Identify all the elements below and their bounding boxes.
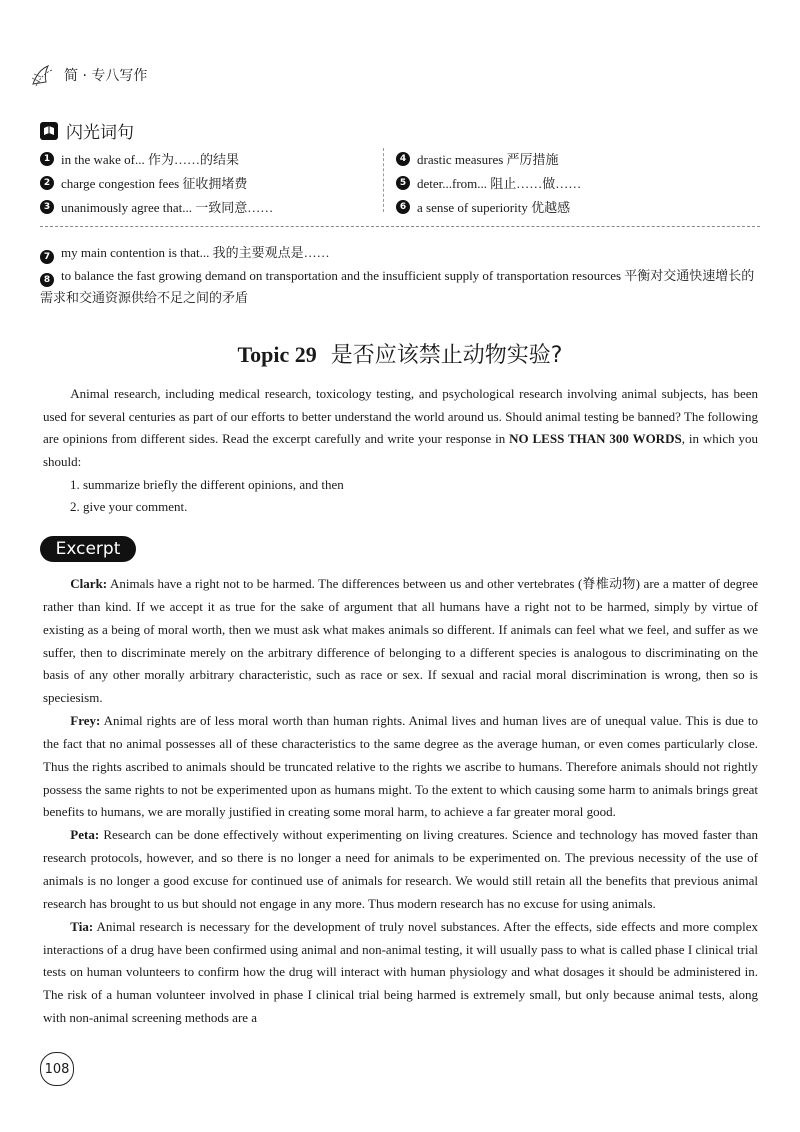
- item-number: 1: [40, 152, 54, 166]
- opinion-text: Animal rights are of less moral worth than human rights. Animal lives and human lives are of unequal value. This is due to the fact that no animal possesses all of these characteristics to the same degree as the average human, or even comes particularly close. Thus the rights ascribed to animals should be truncated relative to the rights we ascribe to humans. Therefore animals should not rightly possess the same rights to not be experimented upon as humans might. To the extent to which causing some harm to animals brings great benefits to humans, we are morally justified in creating some moral harm, to achieve a far greater moral good.: [43, 713, 758, 820]
- excerpt-paragraph: [43, 824, 758, 915]
- excerpt-badge: Excerpt: [40, 536, 136, 562]
- speaker-name: Tia:: [70, 918, 94, 934]
- column-divider: [383, 148, 384, 212]
- excerpt-paragraph: [43, 710, 758, 824]
- excerpt-paragraph: [43, 573, 758, 710]
- opinion-text: Research can be done effectively without experimenting on living creatures. Science and technology has moved faster than research protocols, however, and so there is no longer a need for animals to be experimented on. The previous necessity of the use of animals is no longer a good excuse for continued use of animals for research. We would still retain all the benefits that previous animal research has brought to us but should not engage in any more. Thus modern research has no excuse for using animals.: [43, 827, 758, 911]
- vocab-text: drastic measures 严厉措施: [417, 152, 559, 167]
- vocab-item-wide: [40, 265, 760, 309]
- section-divider: [40, 226, 760, 227]
- vocab-item: [40, 149, 370, 168]
- topic-heading: [0, 338, 800, 369]
- item-number: 2: [40, 176, 54, 190]
- prompt-step: 2. give your comment.: [70, 499, 188, 514]
- opinion-text: Animals have a right not to be harmed. The differences between us and other vertebrates (脊椎动物) are a matter of degree rather than kind. If we accept it as true for the sake of argument that all humans have a right not to be harmed, simply by virtue of existing as a being of moral worth, then we must ask what makes animals so different. If animals can feel what we feel, and suffer as we suffer, then to discriminate merely on the arbitrary difference of belonging to a different species is analogous to discriminating on the basis of any other morally arbitrary characteristic, such as race or sex. If sexual and racial moral discrimination is wrong, then so is speciesism.: [43, 576, 758, 706]
- prompt-text: Animal research, including medical research, toxicology testing, and psychological research involving animal subjects, has been used for several centuries as part of our efforts to better understand the world around us. Should animal testing be banned? The following are opinions from different sides. Read the excerpt carefully and write your response in: [43, 386, 758, 447]
- vocab-item: [396, 173, 736, 192]
- vocab-text: in the wake of... 作为……的结果: [61, 152, 240, 167]
- excerpt-paragraph: [43, 916, 758, 1030]
- item-number: 5: [396, 176, 410, 190]
- vocab-item: [396, 149, 736, 168]
- vocab-section-heading: [40, 118, 134, 143]
- speaker-name: Clark:: [70, 576, 108, 591]
- speaker-name: Peta:: [70, 827, 100, 843]
- word-count-requirement: NO LESS THAN 300 WORDS: [509, 431, 682, 447]
- item-number: 4: [396, 152, 410, 166]
- item-number: 8: [40, 273, 54, 287]
- prompt-steps: [70, 474, 344, 518]
- vocab-item: [396, 197, 736, 216]
- vocab-text: unanimously agree that... 一致同意……: [61, 200, 274, 215]
- item-number: 6: [396, 200, 410, 214]
- item-number: 7: [40, 250, 54, 264]
- vocab-text: my main contention is that... 我的主要观点是……: [61, 245, 330, 260]
- vocab-item-wide: [40, 242, 760, 264]
- topic-label: Topic 29: [237, 342, 317, 367]
- opinion-text: Animal research is necessary for the development of truly novel substances. After the effects, side effects and more complex interactions of a drug have been confirmed using animal and non-animal testing, it will usually pass to what is called phase I clinical trial tests on human volunteers to confirm how the drug will interact with human physiology and what dosages it should be administered in. The risk of a human volunteer involved in phase I clinical trial being harmed is extremely small, but only because animal tests, along with non-animal screening methods are a: [43, 918, 758, 1026]
- vocab-section-title: 闪光词句: [66, 123, 134, 143]
- book-logo-icon: [30, 62, 60, 88]
- vocab-text: to balance the fast growing demand on transportation and the insufficient supply of transportation resources 平衡对交通快速增长的需求和交通资源供给不足之间的矛盾: [40, 268, 755, 305]
- vocab-text: deter...from... 阻止……做……: [417, 176, 582, 191]
- speaker-name: Frey:: [70, 713, 101, 729]
- vocab-item: [40, 173, 370, 192]
- prompt-step: 1. summarize briefly the different opinions, and then: [70, 477, 344, 492]
- vocab-text: charge congestion fees 征收拥堵费: [61, 176, 248, 191]
- item-number: 3: [40, 200, 54, 214]
- running-header: [30, 62, 147, 88]
- prompt-paragraph: [43, 383, 758, 474]
- topic-question: 是否应该禁止动物实验?: [330, 343, 563, 368]
- page-number: 108: [40, 1052, 74, 1086]
- excerpt-body: [43, 573, 758, 1030]
- book-icon: [40, 122, 58, 140]
- vocab-item: [40, 197, 370, 216]
- section-label: 简 · 专八写作: [64, 68, 148, 84]
- vocab-text: a sense of superiority 优越感: [417, 200, 571, 215]
- prompt-text-tail: , in which you should:: [43, 431, 758, 470]
